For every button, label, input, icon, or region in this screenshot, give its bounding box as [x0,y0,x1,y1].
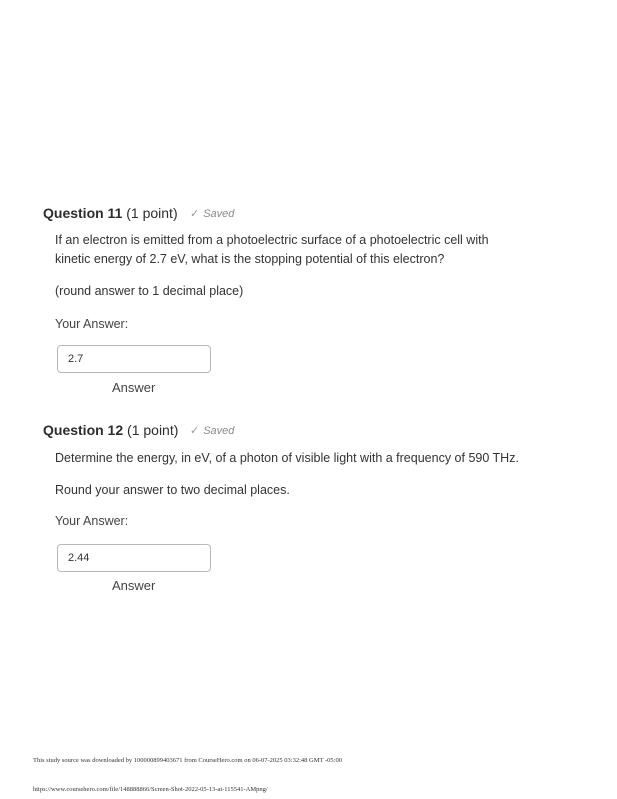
answer-caption: Answer [112,578,156,593]
saved-status [190,207,234,220]
question-text [55,231,595,269]
answer-input[interactable] [57,345,211,373]
source-url[interactable]: https://www.coursehero.com/file/148888866/Screen-Shot-2022-05-13-at-115541-AMpng/ [33,786,268,793]
saved-label: Saved [203,425,235,437]
question-title: Question 11 [43,205,123,221]
saved-label: Saved [203,208,235,220]
question-text-line: kinetic energy of 2.7 eV, what is the stopping potential of this electron? [55,252,445,266]
download-note: This study source was downloaded by 100000899403671 from CourseHero.com on 06-07-2025 03:32:48 GMT -05:00 [33,757,342,764]
check-icon: ✓ [190,208,200,220]
your-answer-label: Your Answer: [55,317,129,331]
answer-input[interactable] [57,544,211,572]
question-instruction: (round answer to 1 decimal place) [55,284,244,298]
saved-status [190,424,234,437]
answer-caption: Answer [112,380,156,395]
check-icon: ✓ [190,425,200,437]
question-text-line: Determine the energy, in eV, of a photon of visible light with a frequency of 590 THz. [55,451,519,465]
your-answer-label: Your Answer: [55,514,129,528]
question-points: (1 point) [126,205,178,221]
question-instruction: Round your answer to two decimal places. [55,483,290,497]
question-text-line: If an electron is emitted from a photoelectric surface of a photoelectric cell with [55,233,489,247]
question-header [43,205,178,221]
question-text [55,449,595,468]
question-header [43,422,178,438]
question-title: Question 12 [43,422,124,438]
question-points: (1 point) [127,422,179,438]
answer-value: 2.44 [68,552,90,564]
answer-value: 2.7 [68,353,84,365]
